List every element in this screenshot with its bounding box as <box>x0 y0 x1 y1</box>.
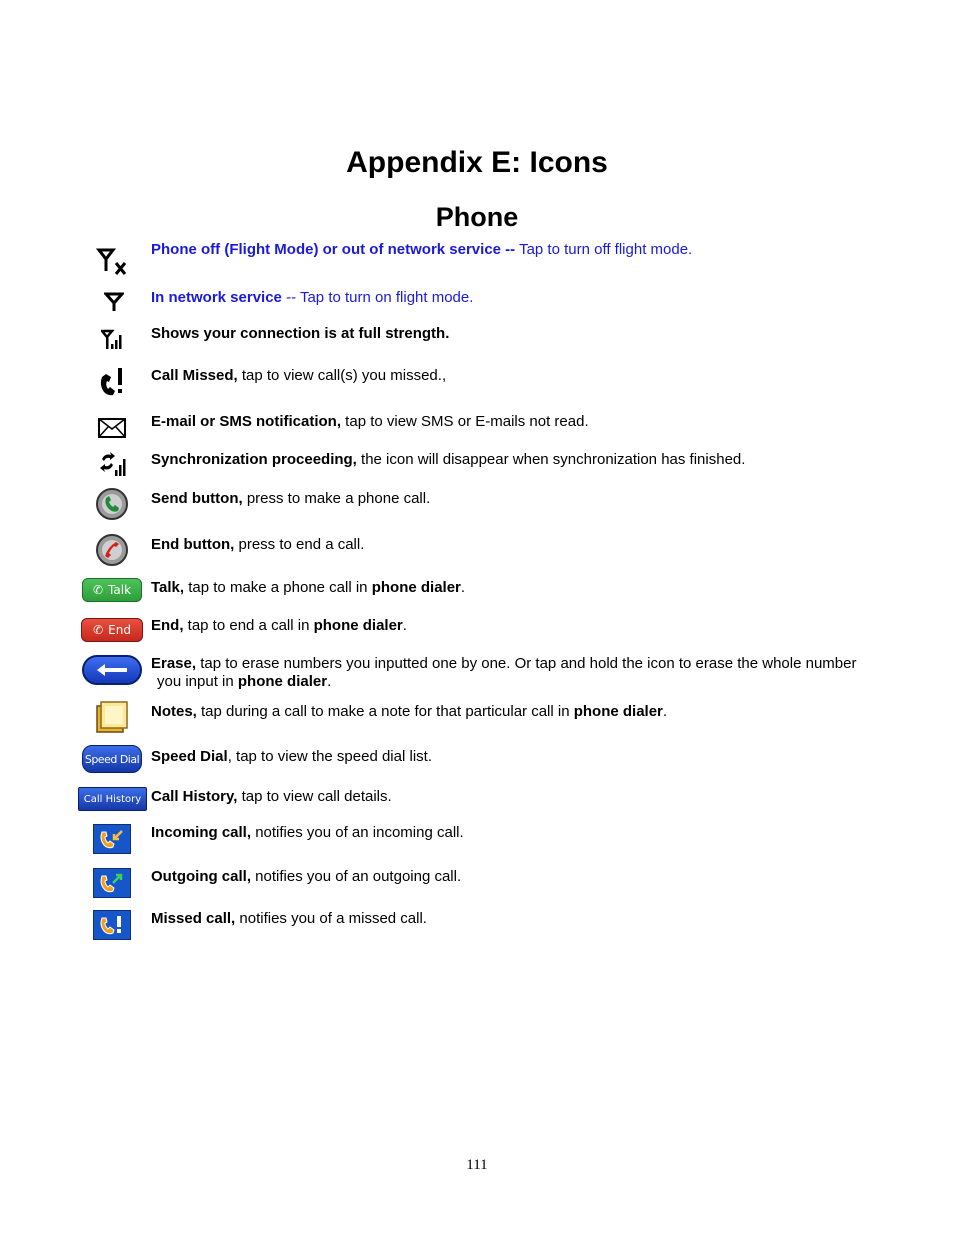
item-text: Call History, tap to view call details. <box>151 788 392 805</box>
outgoing-call-icon <box>93 868 131 898</box>
item-text: Erase, tap to erase numbers you inputted one by one. Or tap and hold the icon to erase the whole number you input in phone dialer. <box>151 655 857 690</box>
item-text: Missed call, notifies you of a missed call. <box>151 910 427 927</box>
item-text: Synchronization proceeding, the icon will disappear when synchronization has finished. <box>151 451 746 468</box>
envelope-icon <box>98 418 126 440</box>
section-title: Phone <box>435 202 519 232</box>
page-number: 111 <box>466 1157 488 1173</box>
antenna-icon <box>104 292 124 312</box>
item-text: Notes, tap during a call to make a note for that particular call in phone dialer. <box>151 703 668 720</box>
page-title: Appendix E: Icons <box>346 146 608 179</box>
erase-arrow-icon <box>82 655 142 685</box>
send-button-icon <box>95 487 129 521</box>
item-text: Talk, tap to make a phone call in phone dialer. <box>151 579 466 596</box>
item-text: End button, press to end a call. <box>151 536 365 553</box>
signal-off-icon <box>96 247 130 277</box>
call-history-icon: Call History <box>78 787 147 811</box>
item-text: Call Missed, tap to view call(s) you missed., <box>151 367 447 384</box>
item-text: Shows your connection is at full strength. <box>151 325 450 342</box>
missed-call-icon <box>93 910 131 940</box>
end-softkey-icon: ✆ End <box>81 618 143 642</box>
notes-icon <box>95 700 129 734</box>
item-text: In network service -- Tap to turn on flight mode. <box>151 289 474 306</box>
sync-icon <box>99 451 129 479</box>
item-text: Outgoing call, notifies you of an outgoing call. <box>151 868 462 885</box>
signal-full-icon <box>101 329 125 353</box>
speed-dial-icon: Speed Dial <box>82 745 142 773</box>
item-text: E-mail or SMS notification, tap to view SMS or E-mails not read. <box>151 413 589 430</box>
call-missed-icon <box>98 367 126 399</box>
item-text: Send button, press to make a phone call. <box>151 490 431 507</box>
item-text: End, tap to end a call in phone dialer. <box>151 617 407 634</box>
item-text: Phone off (Flight Mode) or out of network service -- Tap to turn off flight mode. <box>151 241 693 258</box>
talk-button-icon: ✆ Talk <box>82 578 142 602</box>
item-text: Incoming call, notifies you of an incoming call. <box>151 824 464 841</box>
end-button-icon <box>95 533 129 567</box>
item-text: Speed Dial, tap to view the speed dial list. <box>151 748 432 765</box>
incoming-call-icon <box>93 824 131 854</box>
